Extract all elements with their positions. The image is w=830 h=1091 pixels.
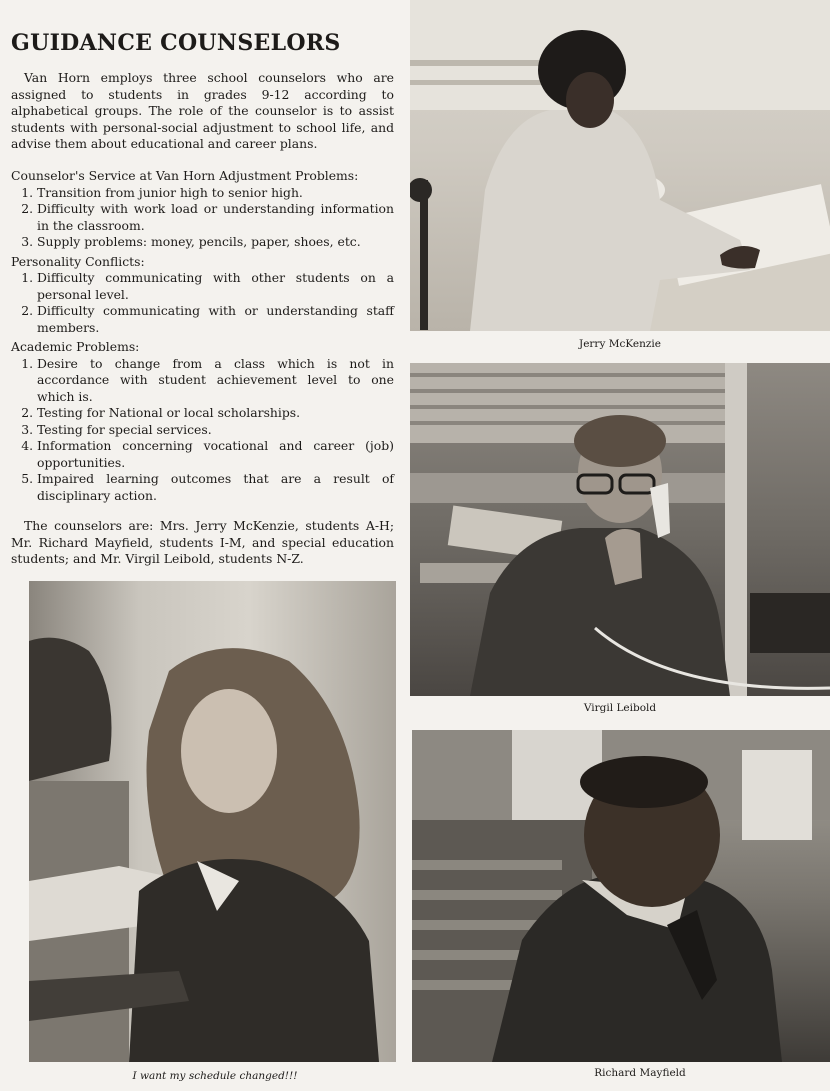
intro-paragraph: Van Horn employs three school counselors who are assigned to students in grades 9-12 according to alphabetical groups. The role of the counselor is to assist students with personal-social adjustment to school life, and advise them about educational and career plans.: [11, 70, 394, 151]
page-title: GUIDANCE COUNSELORS: [11, 30, 341, 56]
list-item: 1. Difficulty communicating with other students on a personal level.: [37, 270, 394, 303]
photo-virgil-leibold-art: [410, 363, 830, 696]
section-heading: Counselor's Service at Van Horn Adjustment Problems:: [11, 168, 359, 183]
personality-list: [11, 270, 394, 336]
list-item: 1. Transition from junior high to senior high.: [37, 185, 394, 202]
photo-richard-mayfield-art: [412, 730, 830, 1062]
photo-jerry-mckenzie: [410, 0, 830, 331]
list-item: 4. Information concerning vocational and career (job) opportunities.: [37, 438, 394, 471]
academic-list: [11, 356, 394, 505]
photo-student-art: [29, 581, 396, 1062]
caption-jerry-mckenzie: Jerry McKenzie: [578, 338, 661, 350]
list-item: 2. Testing for National or local scholarships.: [37, 405, 394, 422]
services-outline: [11, 168, 394, 507]
list-item: 5. Impaired learning outcomes that are a result of disciplinary action.: [37, 471, 394, 504]
caption-richard-mayfield: Richard Mayfield: [594, 1067, 686, 1079]
list-item: 1. Desire to change from a class which is not in accordance with student achievement level to one which is.: [37, 356, 394, 406]
list-item: 3. Supply problems: money, pencils, paper, shoes, etc.: [37, 234, 394, 251]
list-item: 3. Testing for special services.: [37, 422, 394, 439]
adjustment-list: [11, 185, 394, 251]
photo-richard-mayfield: [412, 730, 830, 1062]
caption-student: I want my schedule changed!!!: [132, 1070, 298, 1082]
caption-virgil-leibold: Virgil Leibold: [583, 702, 657, 714]
section-heading: Personality Conflicts:: [11, 253, 145, 269]
photo-jerry-mckenzie-art: [410, 0, 830, 331]
photo-virgil-leibold: [410, 363, 830, 696]
list-item: 2. Difficulty communicating with or understanding staff members.: [37, 303, 394, 336]
photo-student: [29, 581, 396, 1062]
section-heading: Academic Problems:: [11, 339, 140, 354]
list-item: 2. Difficulty with work load or understanding information in the classroom.: [37, 201, 394, 234]
closing-paragraph: The counselors are: Mrs. Jerry McKenzie, students A-H; Mr. Richard Mayfield, students I-M, and special education students; and Mr. Virgil Leibold, students N-Z.: [11, 518, 394, 566]
